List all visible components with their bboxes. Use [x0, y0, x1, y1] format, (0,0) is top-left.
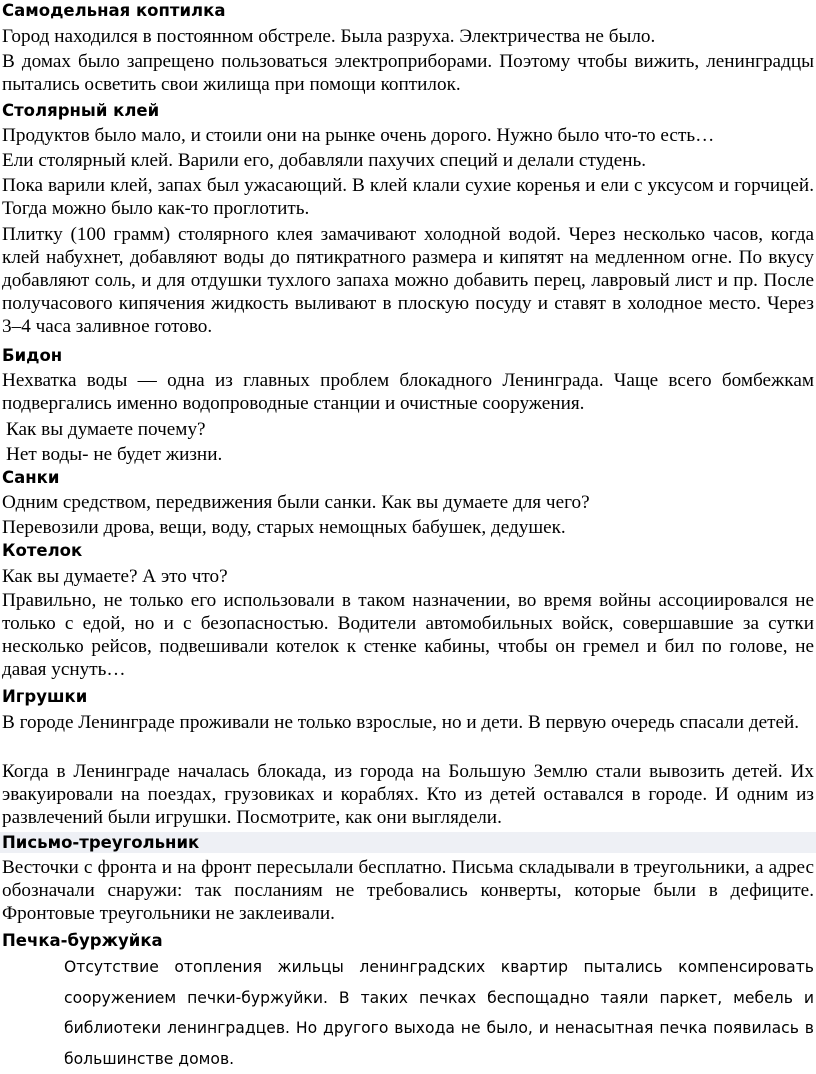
heading-kotelok: Котелок	[2, 541, 83, 560]
heading-pismo-treugolnik: Письмо-треугольник	[2, 833, 200, 852]
paragraph: Продуктов было мало, и стоили они на рынке очень дорого. Нужно было что-то есть…	[2, 125, 715, 146]
heading-stolyarny-klei: Столярный клей	[2, 101, 160, 120]
paragraph: Как вы думаете почему?	[6, 419, 206, 440]
paragraph: Плитку (100 грамм) столярного клея замачивают холодной водой. Через несколько часов, когда клей набухнет, добавляют воды до пятикратного размера и кипятят на медленном огне. По вкусу добавляют соль, и для отдушки тухлого запаха можно добавить перец, лавровый лист и пр. После получасового кипячения жидкость выливают в плоскую посуду и ставят в холодное место. Через 3–4 часа заливное готово.	[2, 224, 814, 337]
paragraph: Перевозили дрова, вещи, воду, старых немощных бабушек, дедушек.	[2, 517, 566, 538]
heading-igrushki: Игрушки	[2, 687, 88, 706]
paragraph: Нехватка воды — одна из главных проблем блокадного Ленинграда. Чаще всего бомбежкам подвергались именно водопроводные станции и очистные сооружения.	[2, 370, 814, 414]
paragraph: Весточки с фронта и на фронт пересылали бесплатно. Письма складывали в треугольники, а адрес обозначали снаружи: так посланиям не требовались конверты, которые были в дефиците. Фронтовые треугольники не заклеивали.	[2, 857, 814, 924]
heading-sanki: Санки	[2, 468, 60, 487]
paragraph: Город находился в постоянном обстреле. Была разруха. Электричества не было.	[2, 26, 656, 47]
paragraph: Пока варили клей, запах был ужасающий. В клей клали сухие коренья и ели с уксусом и горчицей. Тогда можно было как-то проглотить.	[2, 175, 814, 219]
paragraph: В городе Ленинграде проживали не только взрослые, но и дети. В первую очередь спасали детей.	[2, 712, 800, 733]
paragraph: Отсутствие отопления жильцы ленинградских квартир пытались компенсировать сооружением печки-буржуйки. В таких печках беспощадно таяли паркет, мебель и библиотеки ленинградцев. Но другого выхода не было, и ненасытная печка появилась в большинстве домов.	[64, 958, 814, 1068]
paragraph: Когда в Ленинграде началась блокада, из города на Большую Землю стали вывозить детей. Их эвакуировали на поездах, грузовиках и кораблях. Кто из детей оставался в городе. И одним из развлечений были игрушки. Посмотрите, как они выглядели.	[2, 761, 814, 828]
paragraph: Нет воды- не будет жизни.	[6, 444, 223, 465]
paragraph: Правильно, не только его использовали в таком назначении, во время войны ассоциировался не только с едой, но и с безопасностью. Водители автомобильных войск, совершавшие за сутки несколько рейсов, подвешивали котелок к стенке кабины, чтобы он гремел и бил по голове, не давая уснуть…	[2, 590, 814, 680]
heading-pechka-burzhuika: Печка-буржуйка	[2, 931, 163, 950]
paragraph: Как вы думаете? А это что?	[2, 566, 228, 587]
paragraph: В домах было запрещено пользоваться электроприборами. Поэтому чтобы вижить, ленинградцы пытались осветить свои жилища при помощи коптилок.	[2, 51, 814, 95]
paragraph: Ели столярный клей. Варили его, добавляли пахучих специй и делали студень.	[2, 150, 647, 171]
heading-bidon: Бидон	[2, 346, 63, 365]
heading-koptilka: Самодельная коптилка	[2, 1, 226, 20]
paragraph: Одним средством, передвижения были санки. Как вы думаете для чего?	[2, 492, 590, 513]
